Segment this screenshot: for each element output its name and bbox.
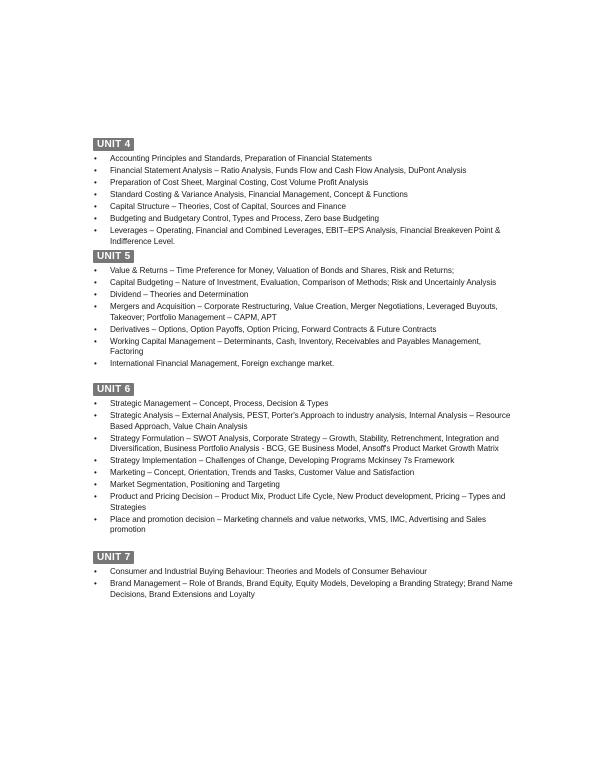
list-item: • Consumer and Industrial Buying Behaviour: Theories and Models of Consumer Behaviour xyxy=(94,567,427,576)
bullet-icon: • xyxy=(94,277,97,287)
list-item: • Brand Management – Role of Brands, Brand Equity, Equity Models, Developing a Branding Strategy; Brand Name Decisions, Brand Extensions and Loyalty xyxy=(94,578,513,599)
list-item: • Financial Statement Analysis – Ratio Analysis, Funds Flow and Cash Flow Analysis, DuPont Analysis xyxy=(94,165,467,175)
bullet-icon: • xyxy=(94,289,97,299)
list-item: • Standard Costing & Variance Analysis, Financial Management, Concept & Functions xyxy=(94,189,408,199)
bullet-icon: • xyxy=(94,399,97,408)
list-item: • Derivatives – Options, Option Payoffs, Option Pricing, Forward Contracts & Future Contracts xyxy=(94,324,437,334)
list-item: • Capital Budgeting – Nature of Investment, Evaluation, Comparison of Methods; Risk and Uncertainly Analysis xyxy=(94,277,497,287)
list-item: • Value & Returns – Time Preference for Money, Valuation of Bonds and Shares, Risk and Returns; xyxy=(94,266,455,275)
bullet-icon: • xyxy=(94,578,97,588)
unit-heading: UNIT 5 xyxy=(93,250,134,263)
topic-list xyxy=(93,567,513,600)
list-item: • Dividend – Theories and Determination xyxy=(94,289,249,299)
bullet-icon: • xyxy=(94,225,97,235)
list-item: • Capital Structure – Theories, Cost of Capital, Sources and Finance xyxy=(94,201,346,211)
unit-4-section xyxy=(93,134,513,248)
bullet-icon: • xyxy=(94,201,97,211)
unit-6-section xyxy=(93,379,513,537)
list-item: • Preparation of Cost Sheet, Marginal Costing, Cost Volume Profit Analysis xyxy=(94,177,369,187)
bullet-icon: • xyxy=(94,324,97,334)
unit-heading: UNIT 7 xyxy=(93,551,134,564)
bullet-icon: • xyxy=(94,492,97,502)
bullet-icon: • xyxy=(94,514,97,524)
list-item: • Strategy Implementation – Challenges of Change, Developing Programs Mckinsey 7s Framework xyxy=(94,456,455,466)
topic-list xyxy=(93,154,513,247)
bullet-icon: • xyxy=(94,154,97,163)
list-item: • Product and Pricing Decision – Product Mix, Product Life Cycle, New Product development, Pricing – Types and Strategies xyxy=(94,492,506,512)
bullet-icon: • xyxy=(94,567,97,576)
bullet-icon: • xyxy=(94,433,97,443)
bullet-icon: • xyxy=(94,177,97,187)
list-item: • Marketing – Concept, Orientation, Trends and Tasks, Customer Value and Satisfaction xyxy=(94,468,415,478)
topic-list xyxy=(93,399,513,536)
bullet-icon: • xyxy=(94,266,97,275)
list-item: • Working Capital Management – Determinants, Cash, Inventory, Receivables and Payables Management, Factoring xyxy=(94,336,482,357)
list-item: • Market Segmentation, Positioning and Targeting xyxy=(94,480,280,490)
bullet-icon: • xyxy=(94,336,97,346)
list-item: • Place and promotion decision – Marketing channels and value networks, VMS, IMC, Advertising and Sales promotion xyxy=(94,514,487,535)
list-item: • Mergers and Acquisition – Corporate Restructuring, Value Creation, Merger Negotiations, Leveraged Buyouts, Takeover; Portfolio Management – CAPM, APT xyxy=(94,301,498,322)
list-item: • Accounting Principles and Standards, Preparation of Financial Statements xyxy=(94,154,372,163)
bullet-icon: • xyxy=(94,468,97,478)
unit-heading: UNIT 6 xyxy=(93,383,134,396)
bullet-icon: • xyxy=(94,456,97,466)
list-item: • Strategic Analysis – External Analysis, PEST, Porter's Approach to industry analysis, Internal Analysis – Resource Based Approach, Value Chain Analysis xyxy=(94,410,511,431)
bullet-icon: • xyxy=(94,213,97,223)
bullet-icon: • xyxy=(94,189,97,199)
unit-5-section xyxy=(93,246,513,371)
list-item: • Strategic Management – Concept, Process, Decision & Types xyxy=(94,399,329,408)
unit-7-section xyxy=(93,547,513,602)
list-item: • Strategy Formulation – SWOT Analysis, Corporate Strategy – Growth, Stability, Retrenchment, Integration and Diversification, Business Portfolio Analysis - BCG, GE Business Model, Ansoff's Product Market Growth Matrix xyxy=(94,433,499,454)
unit-heading: UNIT 4 xyxy=(93,138,134,151)
bullet-icon: • xyxy=(94,480,97,490)
bullet-icon: • xyxy=(94,301,97,311)
bullet-icon: • xyxy=(94,359,97,369)
bullet-icon: • xyxy=(94,410,97,420)
list-item: • Budgeting and Budgetary Control, Types and Process, Zero base Budgeting xyxy=(94,213,379,223)
topic-list xyxy=(93,266,513,370)
list-item: • Leverages – Operating, Financial and Combined Leverages, EBIT–EPS Analysis, Financial Breakeven Point & Indifference Level. xyxy=(94,225,501,246)
bullet-icon: • xyxy=(94,165,97,175)
list-item: • International Financial Management, Foreign exchange market. xyxy=(94,359,335,369)
